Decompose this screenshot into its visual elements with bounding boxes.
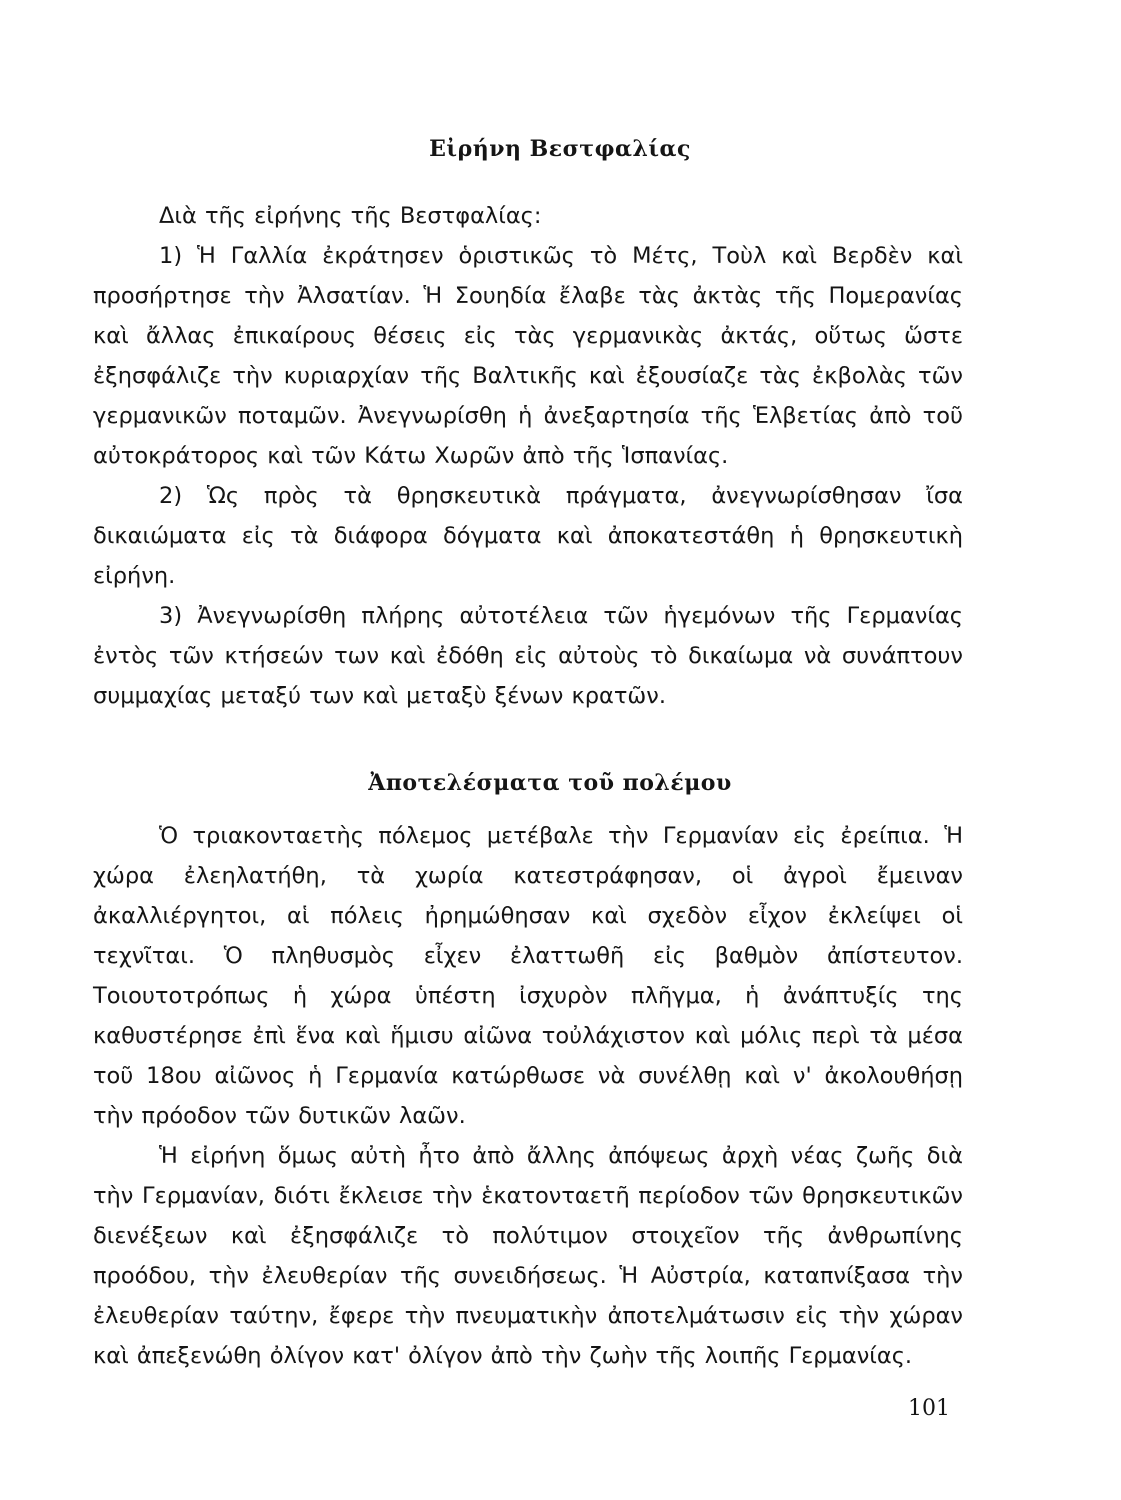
paragraph-point-3: 3) Ἀνεγνωρίσθη πλήρης αὐτοτέλεια τῶν ἡγεμόνων τῆς Γερμανίας ἐντὸς τῶν κτήσεών των καὶ ἐδόθη εἰς αὐτοὺς τὸ δικαίωμα νὰ συνάπτουν συμμαχίας μεταξύ των καὶ μεταξὺ ξένων κρατῶν.: [93, 603, 963, 709]
page-number: 101: [908, 1396, 950, 1421]
section-title-results-of-war: Ἀποτελέσματα τοῦ πολέμου: [368, 770, 732, 796]
paragraph-war-effects: Ὁ τριακονταετὴς πόλεμος μετέβαλε τὴν Γερμανίαν εἰς ἐρείπια. Ἡ χώρα ἐλεηλατήθη, τὰ χωρία κατεστράφησαν, οἱ ἀγροὶ ἔμειναν ἀκαλλιέργητοι, αἱ πόλεις ἠρημώθησαν καὶ σχεδὸν εἶχον ἐκλείψει οἱ τεχνῖται. Ὁ πληθυσμὸς εἶχεν ἐλαττωθῆ εἰς βαθμὸν ἀπίστευτον. Τοιουτοτρόπως ἡ χώρα ὑπέστη ἰσχυρὸν πλῆγμα, ἡ ἀνάπτυξίς της καθυστέρησε ἐπὶ ἕνα καὶ ἥμισυ αἰῶνα τοὐλάχιστον καὶ μόλις περὶ τὰ μέσα τοῦ 18ου αἰῶνος ἡ Γερμανία κατώρθωσε νὰ συνέλθῃ καὶ ν' ἀκολουθήσῃ τὴν πρόοδον τῶν δυτικῶν λαῶν.: [93, 823, 963, 1129]
paragraph-point-1: 1) Ἡ Γαλλία ἐκράτησεν ὁριστικῶς τὸ Μέτς, Τοὺλ καὶ Βερδὲν καὶ προσήρτησε τὴν Ἀλσατίαν. Ἡ Σουηδία ἔλαβε τὰς ἀκτὰς τῆς Πομερανίας καὶ ἄλλας ἐπικαίρους θέσεις εἰς τὰς γερμανικὰς ἀκτάς, οὕτως ὥστε ἐξησφάλιζε τὴν κυριαρχίαν τῆς Βαλτικῆς καὶ ἐξουσίαζε τὰς ἐκβολὰς τῶν γερμανικῶν ποταμῶν. Ἀνεγνωρίσθη ἡ ἀνεξαρτησία τῆς Ἑλβετίας ἀπὸ τοῦ αὐτοκράτορος καὶ τῶν Κάτω Χωρῶν ἀπὸ τῆς Ἱσπανίας.: [93, 243, 963, 469]
paragraph-intro: Διὰ τῆς εἰρήνης τῆς Βεστφαλίας:: [159, 203, 542, 229]
paragraph-point-2: 2) Ὡς πρὸς τὰ θρησκευτικὰ πράγματα, ἀνεγνωρίσθησαν ἴσα δικαιώματα εἰς τὰ διάφορα δόγματα καὶ ἀποκατεστάθη ἡ θρησκευτικὴ εἰρήνη.: [93, 483, 963, 589]
section-title-peace-of-westphalia: Εἰρήνη Βεστφαλίας: [429, 136, 691, 162]
section-body-peace-of-westphalia: [93, 196, 963, 716]
paragraph-peace-significance: Ἡ εἰρήνη ὅμως αὐτὴ ἦτο ἀπὸ ἄλλης ἀπόψεως ἀρχὴ νέας ζωῆς διὰ τὴν Γερμανίαν, διότι ἔκλεισε τὴν ἑκατονταετῆ περίοδον τῶν θρησκευτικῶν διενέξεων καὶ ἐξησφάλιζε τὸ πολύτιμον στοιχεῖον τῆς ἀνθρωπίνης προόδου, τὴν ἐλευθερίαν τῆς συνειδήσεως. Ἡ Αὐστρία, καταπνίξασα τὴν ἐλευθερίαν ταύτην, ἔφερε τὴν πνευματικὴν ἀποτελμάτωσιν εἰς τὴν χώραν καὶ ἀπεξενώθη ὀλίγον κατ' ὀλίγον ἀπὸ τὴν ζωὴν τῆς λοιπῆς Γερμανίας.: [93, 1143, 963, 1369]
section-body-results-of-war: [93, 816, 963, 1376]
